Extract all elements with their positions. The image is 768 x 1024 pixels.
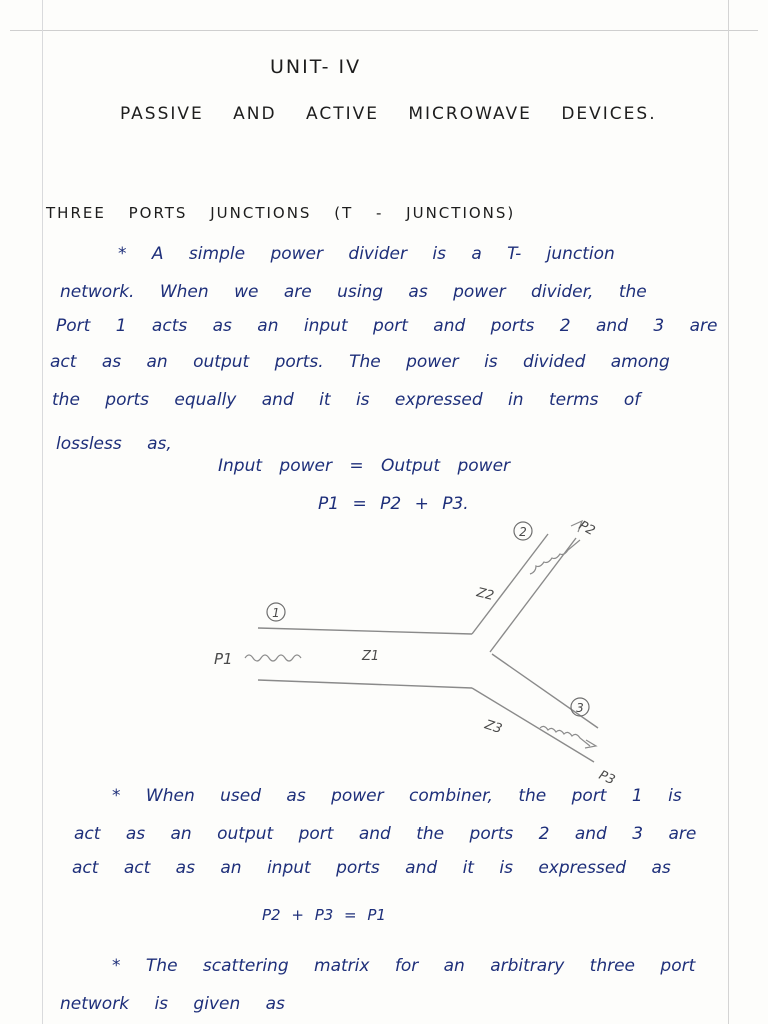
p2-label: P2 bbox=[576, 518, 598, 540]
z3-label: Z3 bbox=[482, 717, 504, 738]
equation-power-divider: P1 = P2 + P3. bbox=[318, 494, 469, 514]
paragraph-line: act act as an input ports and it is expressed as bbox=[72, 858, 671, 878]
p1-wave-arrow bbox=[245, 655, 301, 661]
port2-number: 2 bbox=[519, 525, 527, 539]
port2-outer-line bbox=[490, 538, 576, 652]
paragraph-line: * The scattering matrix for an arbitrary three port bbox=[112, 956, 696, 976]
unit-heading: UNIT- IV bbox=[270, 56, 362, 78]
equation-power-balance: Input power = Output power bbox=[218, 456, 511, 476]
paragraph-line: act as an output port and the ports 2 and 3 are bbox=[74, 824, 697, 844]
paragraph-line: network is given as bbox=[60, 994, 285, 1014]
paragraph-line: the ports equally and it is expressed in terms of bbox=[52, 390, 641, 410]
p3-label: P3 bbox=[596, 767, 618, 789]
p3-wave-arrow bbox=[540, 726, 590, 746]
p1-label: P1 bbox=[214, 650, 233, 668]
port1-number: 1 bbox=[272, 606, 280, 620]
margin-line bbox=[42, 0, 43, 1024]
port3-number: 3 bbox=[576, 701, 584, 715]
top-rule-line bbox=[10, 30, 758, 31]
paragraph-line: * A simple power divider is a T- junction bbox=[118, 244, 615, 264]
paragraph-line: act as an output ports. The power is divided among bbox=[50, 352, 670, 372]
paragraph-line: Port 1 acts as an input port and ports 2 and 3 are bbox=[56, 316, 718, 336]
p2-wave-arrow bbox=[530, 540, 580, 574]
p2-arrow-head bbox=[571, 521, 582, 532]
paragraph-line: lossless as, bbox=[56, 434, 172, 454]
page-title: PASSIVE AND ACTIVE MICROWAVE DEVICES. bbox=[120, 104, 657, 124]
section-heading: THREE PORTS JUNCTIONS (T - JUNCTIONS) bbox=[46, 204, 516, 222]
port1-marker bbox=[267, 603, 285, 621]
port3-inner-line bbox=[472, 688, 594, 762]
port2-marker bbox=[514, 522, 532, 540]
paragraph-line: network. When we are using as power divider, the bbox=[60, 282, 647, 302]
port3-marker bbox=[571, 698, 589, 716]
page-edge-line bbox=[728, 0, 729, 1024]
z1-label: Z1 bbox=[362, 649, 380, 664]
port1-lower-line bbox=[258, 680, 472, 688]
z2-label: Z2 bbox=[475, 585, 496, 605]
p3-arrow-head bbox=[585, 740, 596, 748]
port1-upper-line bbox=[258, 628, 472, 634]
equation-power-combiner: P2 + P3 = P1 bbox=[262, 906, 386, 924]
paragraph-line: * When used as power combiner, the port 1 is bbox=[112, 786, 682, 806]
port2-inner-line bbox=[472, 534, 548, 634]
port3-outer-line bbox=[492, 654, 598, 728]
